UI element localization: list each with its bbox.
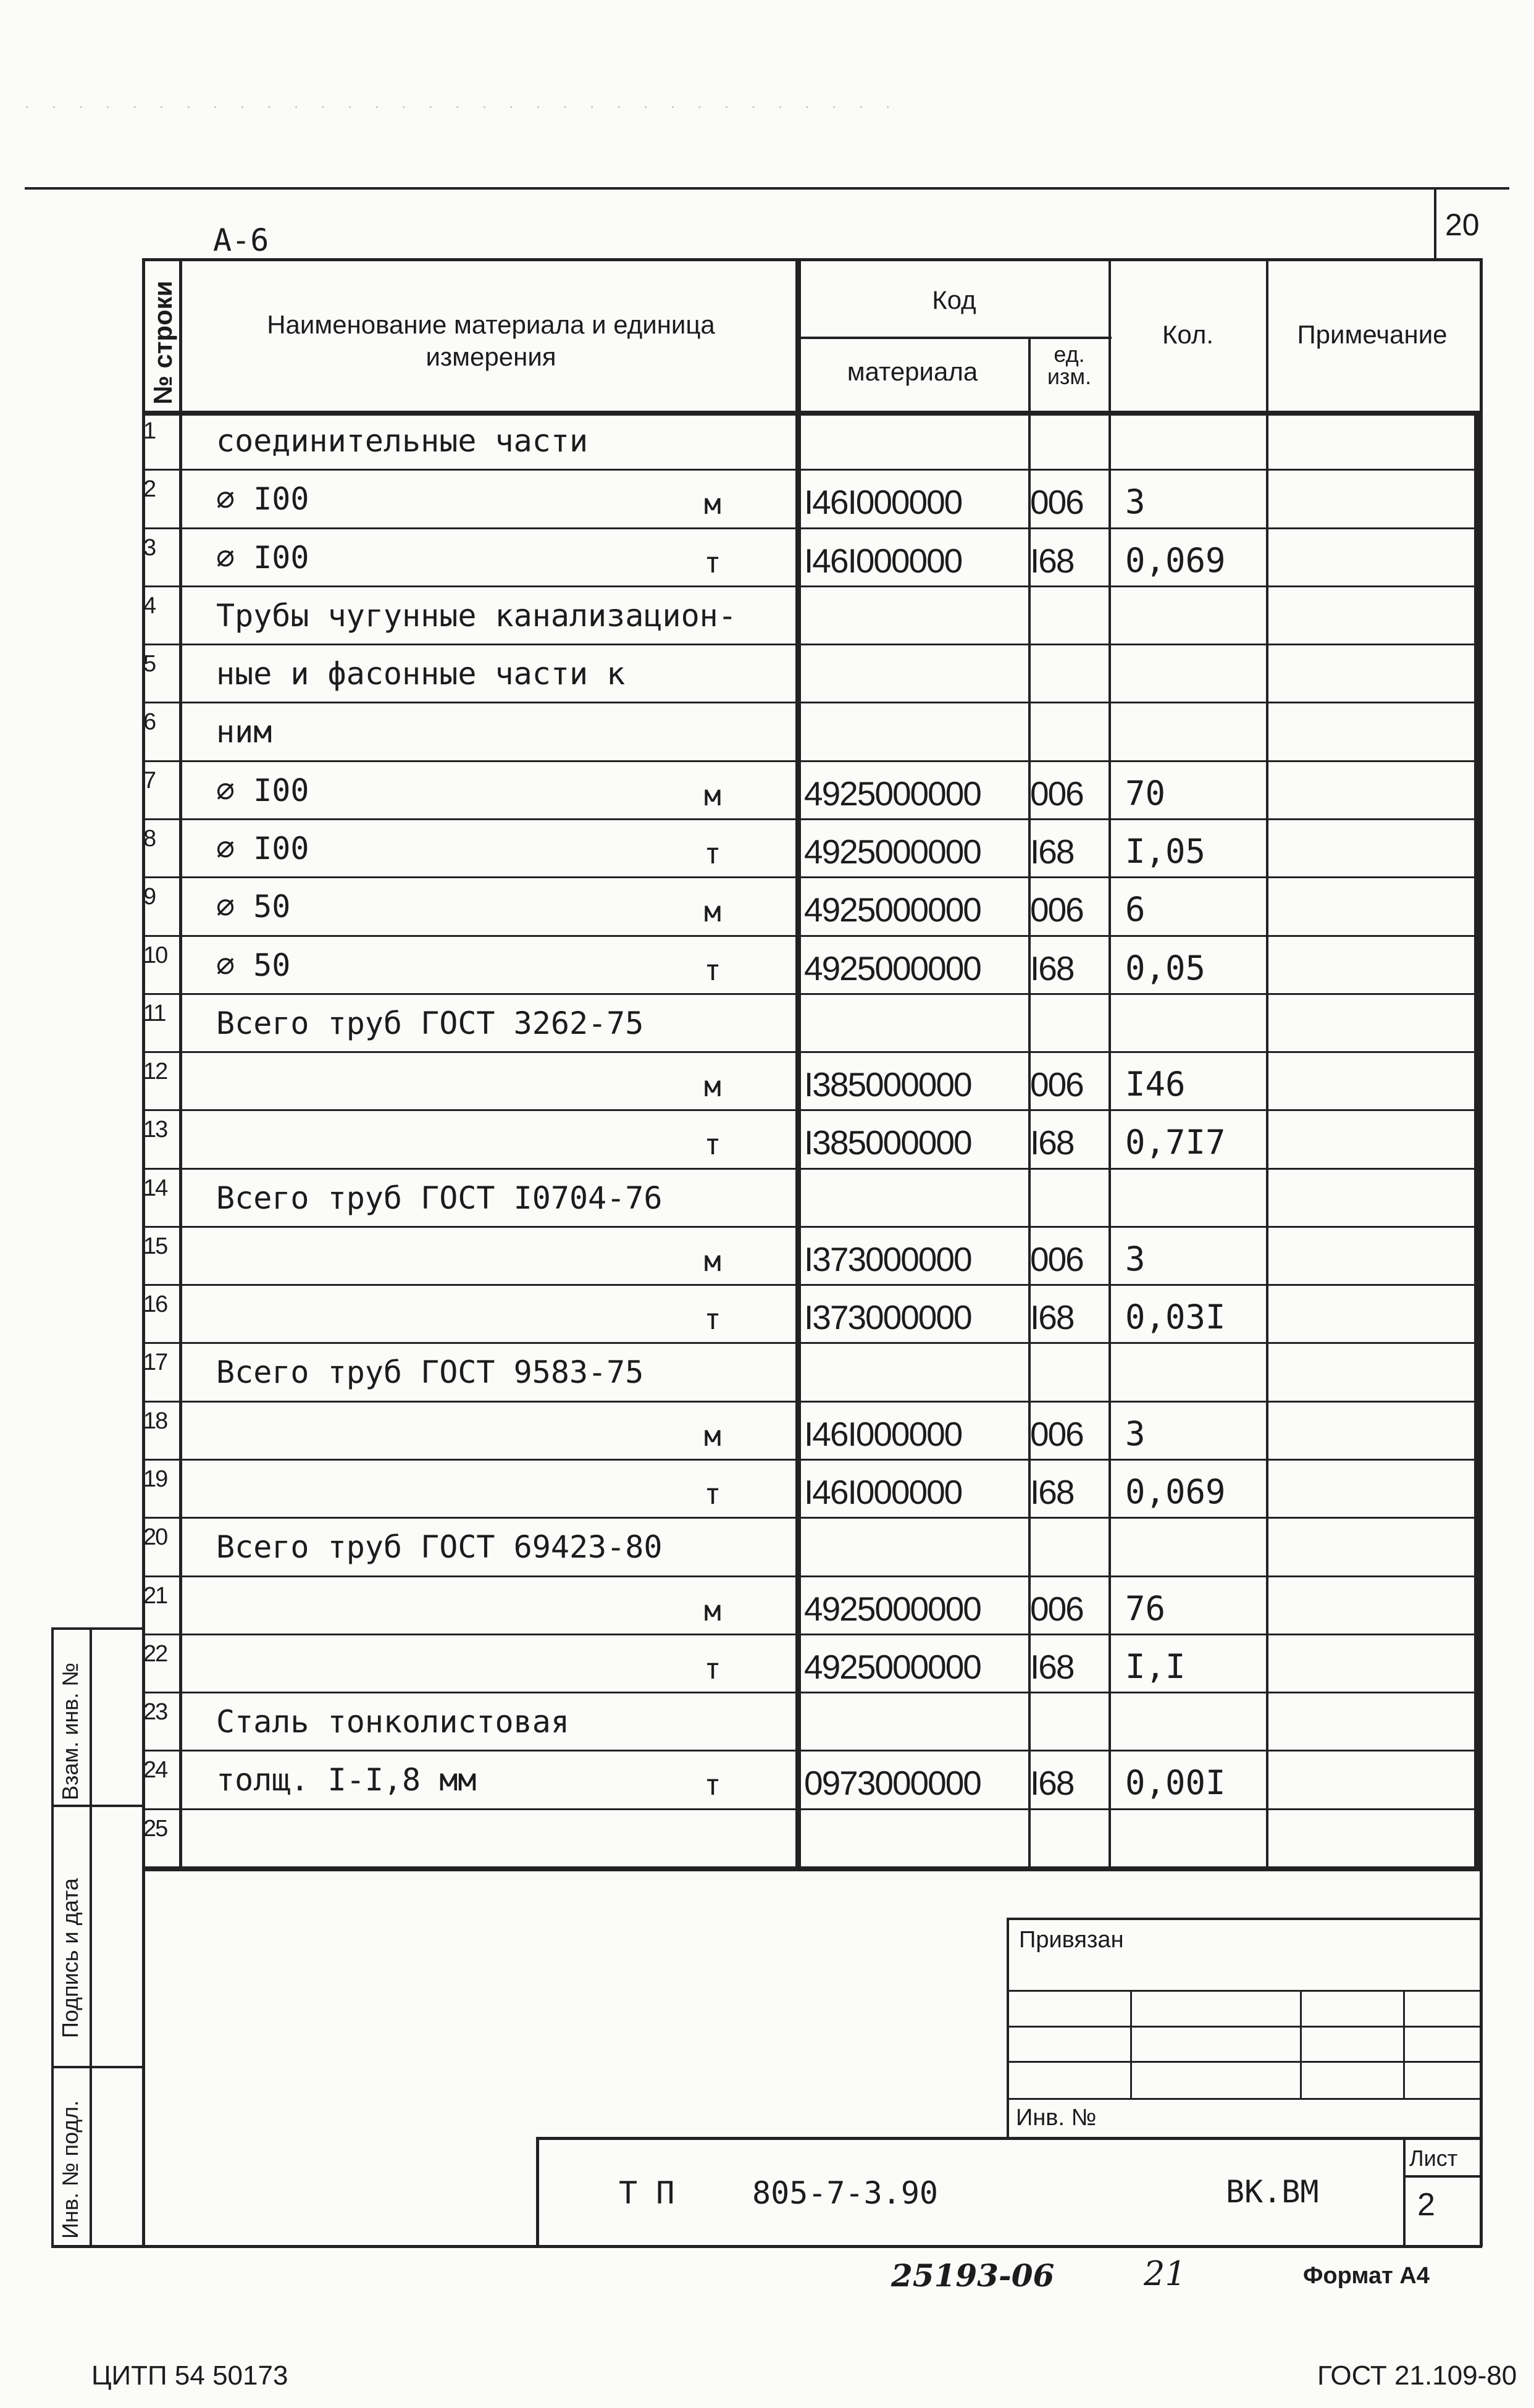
row-material-name: толщ. I-I,8 мм [216,1762,477,1798]
row-quantity: 0,069 [1125,1472,1226,1511]
row-number: 12 [143,1059,167,1084]
row-number: 8 [143,826,156,852]
citp-label: ЦИТП 54 50173 [91,2360,288,2391]
row-unit-code: 006 [1030,1240,1083,1278]
row-unit-code: 006 [1030,1590,1083,1628]
header-note: Примечание [1297,320,1448,349]
row-number: 21 [143,1583,167,1609]
stamp-inv-no: Инв. № [1016,2105,1097,2131]
row-unit-code: 006 [1030,483,1083,521]
row-divider [142,585,1476,587]
row-unit-code: I68 [1030,1123,1074,1162]
stamp-list-label: Лист [1409,2146,1458,2171]
top-rule [25,187,1509,190]
sheet-code: А-6 [213,222,269,258]
row-divider [142,644,1476,645]
row-quantity: 70 [1125,774,1166,813]
stamp-mark: ВК.ВМ [1226,2174,1319,2210]
row-material-code: 4925000000 [804,949,981,988]
row-unit-code: 006 [1030,891,1083,929]
stamp-doc-no: 805-7-3.90 [752,2175,939,2211]
row-quantity: 0,03I [1125,1298,1226,1336]
row-material-name: ним [216,714,272,750]
row-quantity: 6 [1125,890,1146,929]
row-number: 14 [143,1175,167,1201]
row-number: 17 [143,1349,167,1375]
handwritten-number: 25193-06 [891,2257,1055,2294]
side-label-podpis: Подпись и дата [57,1878,83,2038]
row-material-name: Всего труб ГОСТ I0704-76 [216,1180,663,1216]
header-qty: Кол. [1162,320,1214,349]
row-quantity: 0,069 [1125,541,1226,580]
row-material-name: Трубы чугунные канализацион- [216,598,737,634]
row-unit: м [704,1070,721,1103]
row-number: 2 [143,476,156,502]
row-divider [142,876,1476,878]
row-material-code: I373000000 [804,1298,971,1336]
row-material-code: 4925000000 [804,833,981,871]
row-material-name: ⌀ I00 [216,481,309,517]
row-number: 22 [143,1641,167,1667]
row-unit-code: I68 [1030,1298,1074,1336]
row-number: 13 [143,1117,167,1143]
row-unit: т [704,1652,721,1685]
stamp-privyazan: Привязан [1019,1927,1124,1953]
row-unit: м [704,1244,721,1278]
row-unit-code: I68 [1030,949,1074,988]
row-unit: т [704,1128,721,1161]
row-material-code: I385000000 [804,1065,971,1104]
row-divider [142,469,1476,471]
row-material-name: Всего труб ГОСТ 69423-80 [216,1529,663,1565]
row-material-code: 4925000000 [804,1648,981,1686]
row-material-code: I373000000 [804,1240,971,1278]
row-unit: т [704,546,721,579]
row-unit: м [704,487,721,521]
row-number: 15 [143,1233,167,1259]
row-divider [142,1750,1476,1751]
header-code-unit: ед. изм. [1047,342,1092,389]
page-number-box-left [1434,187,1436,258]
row-unit: м [704,1419,721,1453]
row-unit: м [704,779,721,812]
row-unit-code: I68 [1030,1473,1074,1511]
row-material-name: Всего труб ГОСТ 3262-75 [216,1005,644,1041]
row-unit: т [704,954,721,987]
row-quantity: I,05 [1125,832,1206,871]
row-material-name: Сталь тонколистовая [216,1704,569,1740]
row-divider [142,1168,1476,1170]
row-quantity: 0,7I7 [1125,1123,1226,1162]
row-number: 4 [143,593,156,619]
side-label-vzam: Взам. инв. № [57,1662,83,1800]
row-material-code: I46I000000 [804,483,962,521]
row-number: 16 [143,1291,167,1317]
row-unit: т [704,1303,721,1336]
row-material-name: ⌀ I00 [216,831,309,866]
format-label: Формат А4 [1303,2263,1430,2289]
row-divider [142,818,1476,820]
row-number: 9 [143,884,156,910]
row-divider [142,1284,1476,1286]
row-quantity: 3 [1125,482,1146,521]
row-number: 6 [143,709,156,735]
row-material-name: ⌀ I00 [216,773,309,808]
row-material-name: ⌀ 50 [216,889,291,925]
row-divider [142,1342,1476,1344]
stamp-tp: Т П [619,2175,675,2211]
row-divider [142,935,1476,937]
row-material-code: I46I000000 [804,1473,962,1511]
row-divider [142,1051,1476,1053]
row-material-code: 4925000000 [804,1590,981,1628]
row-unit-code: 006 [1030,774,1083,813]
handwritten-sheet: 21 [1144,2254,1186,2293]
header-row-no: № строки [148,280,177,405]
header-code: Код [932,285,976,314]
row-number: 3 [143,535,156,561]
stamp-list-no: 2 [1417,2187,1435,2223]
row-material-name: ⌀ 50 [216,947,291,983]
row-number: 10 [143,942,167,968]
row-material-code: 4925000000 [804,891,981,929]
row-divider [142,1401,1476,1403]
row-material-name: ные и фасонные части к [216,656,626,692]
row-unit-code: I68 [1030,1764,1074,1802]
row-unit: т [704,1768,721,1802]
row-number: 24 [143,1757,167,1783]
row-divider [142,760,1476,762]
row-number: 5 [143,651,156,677]
row-unit-code: I68 [1030,1648,1074,1686]
row-number: 20 [143,1524,167,1550]
row-unit-code: 006 [1030,1065,1083,1104]
row-material-name: Всего труб ГОСТ 9583-75 [216,1354,644,1390]
row-material-code: I385000000 [804,1123,971,1162]
row-divider [142,1575,1476,1577]
page-number: 20 [1445,208,1480,242]
row-material-code: I46I000000 [804,1415,962,1453]
row-unit: т [704,1477,721,1511]
row-number: 23 [143,1699,167,1725]
row-number: 18 [143,1408,167,1434]
row-material-name: ⌀ I00 [216,540,309,576]
row-material-code: 4925000000 [804,774,981,813]
row-number: 25 [143,1816,167,1842]
row-quantity: 0,00I [1125,1763,1226,1802]
row-divider [142,1109,1476,1111]
row-divider [142,527,1476,529]
row-divider [142,1634,1476,1635]
row-number: 1 [143,418,156,444]
header-code-material: материала [847,357,978,386]
row-quantity: I,I [1125,1647,1186,1686]
row-divider [142,1459,1476,1461]
row-divider [142,993,1476,995]
row-number: 7 [143,768,156,794]
header-name: Наименование материала и единица измерения [267,310,715,371]
row-material-code: 0973000000 [804,1764,981,1802]
row-divider [142,702,1476,703]
row-quantity: I46 [1125,1065,1186,1104]
row-quantity: 3 [1125,1240,1146,1278]
row-number: 11 [143,1001,166,1026]
row-quantity: 0,05 [1125,949,1206,988]
row-divider [142,1692,1476,1693]
row-unit: м [704,895,721,928]
row-quantity: 76 [1125,1589,1166,1628]
row-unit-code: I68 [1030,833,1074,871]
row-unit: м [704,1594,721,1627]
top-faint-text: . . . . . . . . . . . . . . . . . . . . . . . . . . . . . . . . . [25,93,899,112]
row-unit-code: I68 [1030,542,1074,580]
row-divider [142,1517,1476,1519]
row-divider [142,1226,1476,1228]
row-material-name: соединительные части [216,423,589,459]
row-quantity: 3 [1125,1414,1146,1453]
row-divider [142,1808,1476,1810]
row-unit: т [704,837,721,870]
row-material-code: I46I000000 [804,542,962,580]
side-label-inv-podl: Инв. № подл. [57,2100,83,2239]
gost-label: ГОСТ 21.109-80 [1317,2360,1517,2391]
row-number: 19 [143,1466,167,1492]
row-unit-code: 006 [1030,1415,1083,1453]
